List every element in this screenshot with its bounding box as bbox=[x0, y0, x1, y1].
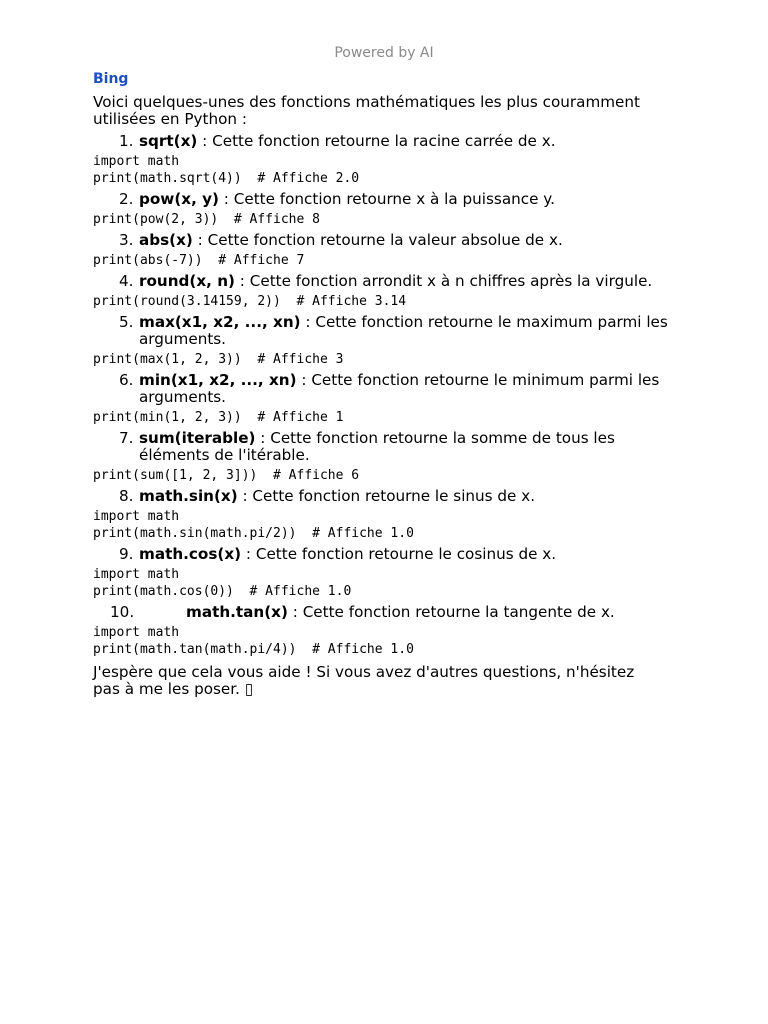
list-item bbox=[93, 604, 686, 621]
code-line: print(pow(2, 3)) # Affiche 8 bbox=[93, 212, 320, 227]
closing-paragraph: J'espère que cela vous aide ! Si vous avez d'autres questions, n'hésitez pas à me les poser. ▯ bbox=[93, 663, 635, 698]
function-name: max(x1, x2, ..., xn) bbox=[139, 313, 301, 331]
code-block bbox=[93, 467, 693, 484]
list-item-number: 10. bbox=[110, 603, 135, 621]
function-description: : Cette fonction retourne la tangente de x. bbox=[287, 603, 615, 621]
code-line: import math bbox=[93, 625, 180, 640]
code-line: print(round(3.14159, 2)) # Affiche 3.14 bbox=[93, 294, 407, 309]
list-item-number: 8. bbox=[119, 487, 134, 505]
code-block bbox=[93, 293, 693, 310]
list-item bbox=[93, 273, 679, 290]
function-description: : Cette fonction retourne la racine carrée de x. bbox=[197, 132, 556, 150]
document-page bbox=[93, 43, 693, 698]
function-description: : Cette fonction retourne la somme de tous les éléments de l'itérable. bbox=[139, 429, 615, 464]
code-block bbox=[93, 409, 693, 426]
list-item-number: 6. bbox=[119, 371, 134, 389]
code-block bbox=[93, 566, 693, 600]
list-item bbox=[93, 430, 679, 464]
code-line: print(min(1, 2, 3)) # Affiche 1 bbox=[93, 410, 344, 425]
source-label: Bing bbox=[93, 71, 129, 87]
function-name: round(x, n) bbox=[139, 272, 235, 290]
code-line: import math bbox=[93, 567, 180, 582]
code-line: print(sum([1, 2, 3])) # Affiche 6 bbox=[93, 468, 360, 483]
code-block bbox=[93, 211, 693, 228]
list-item-number: 7. bbox=[119, 429, 134, 447]
list-item-number: 9. bbox=[119, 545, 134, 563]
function-description: : Cette fonction retourne la valeur absolue de x. bbox=[192, 231, 563, 249]
function-description: : Cette fonction retourne x à la puissance y. bbox=[218, 190, 555, 208]
function-name: sqrt(x) bbox=[139, 132, 198, 150]
powered-by-label: Powered by AI bbox=[334, 45, 434, 61]
function-name: math.tan(x) bbox=[186, 603, 288, 621]
list-item bbox=[93, 372, 679, 406]
list-item bbox=[93, 488, 679, 505]
function-description: : Cette fonction retourne le cosinus de x. bbox=[241, 545, 557, 563]
list-item bbox=[93, 314, 679, 348]
code-line: import math bbox=[93, 509, 180, 524]
code-line: print(math.cos(0)) # Affiche 1.0 bbox=[93, 584, 352, 599]
code-line: print(max(1, 2, 3)) # Affiche 3 bbox=[93, 352, 344, 367]
function-name: math.cos(x) bbox=[139, 545, 242, 563]
function-name: pow(x, y) bbox=[139, 190, 219, 208]
function-description: : Cette fonction retourne le minimum parmi les arguments. bbox=[139, 371, 660, 406]
code-block bbox=[93, 624, 693, 658]
intro-paragraph: Voici quelques-unes des fonctions mathématiques les plus couramment utilisées en Python : bbox=[93, 93, 640, 128]
list-item-number: 2. bbox=[119, 190, 134, 208]
code-block bbox=[93, 252, 693, 269]
function-description: : Cette fonction retourne le sinus de x. bbox=[237, 487, 536, 505]
function-description: : Cette fonction retourne le maximum parmi les arguments. bbox=[139, 313, 668, 348]
code-line: print(abs(-7)) # Affiche 7 bbox=[93, 253, 305, 268]
list-item-number: 5. bbox=[119, 313, 134, 331]
list-item-number: 1. bbox=[119, 132, 134, 150]
list-item bbox=[93, 232, 679, 249]
function-name: min(x1, x2, ..., xn) bbox=[139, 371, 297, 389]
list-item bbox=[93, 191, 679, 208]
code-line: print(math.sin(math.pi/2)) # Affiche 1.0 bbox=[93, 526, 414, 541]
function-name: sum(iterable) bbox=[139, 429, 256, 447]
function-name: abs(x) bbox=[139, 231, 193, 249]
code-block bbox=[93, 153, 693, 187]
code-block bbox=[93, 351, 693, 368]
list-item-number: 3. bbox=[119, 231, 134, 249]
function-description: : Cette fonction arrondit x à n chiffres après la virgule. bbox=[234, 272, 653, 290]
code-line: print(math.sqrt(4)) # Affiche 2.0 bbox=[93, 171, 360, 186]
code-line: print(math.tan(math.pi/4)) # Affiche 1.0 bbox=[93, 642, 414, 657]
function-list bbox=[93, 133, 693, 658]
list-item bbox=[93, 133, 679, 150]
code-block bbox=[93, 508, 693, 542]
list-item bbox=[93, 546, 679, 563]
function-name: math.sin(x) bbox=[139, 487, 238, 505]
code-line: import math bbox=[93, 154, 180, 169]
list-item-number: 4. bbox=[119, 272, 134, 290]
